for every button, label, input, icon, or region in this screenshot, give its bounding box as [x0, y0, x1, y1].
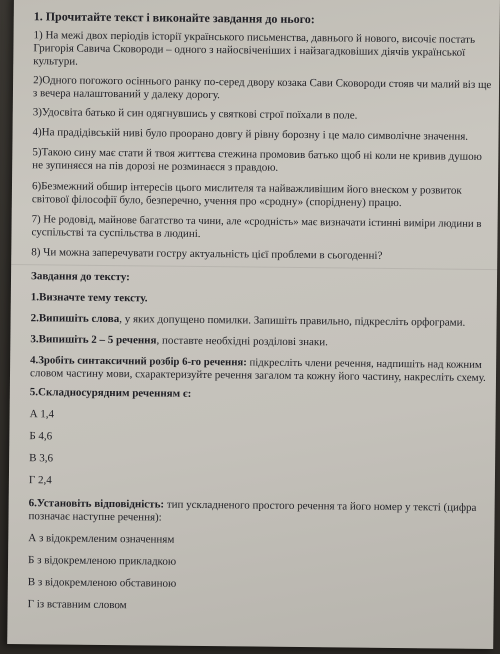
- paragraph-7-line-1: 7) Не родовід, майнове багатство та чини, але «сродність» має визначати істинні виміри людини в: [31, 213, 482, 230]
- task-3-text: , поставте необхідні розділові знаки.: [156, 334, 328, 349]
- task-2-text: , у яких допущено помилки. Запишіть правильно, підкресліть орфограми.: [119, 313, 466, 329]
- task-4-line-2: словом частину мови, схарактеризуйте речення загалом та кожну його частину, накресліть схему.: [29, 367, 486, 384]
- option-6-a: А з відокремленим означенням: [28, 532, 175, 546]
- option-6-d: Г із вставним словом: [27, 598, 127, 612]
- option-6-b: Б з відокремленою прикладкою: [28, 554, 177, 568]
- option-5-a: А 1,4: [29, 408, 55, 421]
- worksheet-page: [7, 0, 500, 649]
- task-5: 5.Складносурядним реченням є:: [29, 386, 192, 400]
- paragraph-4: 4)На прадідівській ниві було проорано довгу й рівну борозну і це мало символічне значення.: [32, 126, 469, 143]
- paragraph-2-line-1: 2)Одного погожого осіннього ранку по-серед двору козака Сави Сковороди стояв чи малий віз ще: [33, 74, 492, 92]
- option-5-b: Б 4,6: [29, 430, 53, 443]
- page-title: 1. Прочитайте текст і виконайте завдання до нього:: [33, 9, 315, 27]
- paragraph-6-line-1: 6)Безмежний обшир інтересів цього мислителя та найважливішим його внеском у розвиток: [31, 180, 462, 197]
- paragraph-7-line-2: суспільстві та суспільства в людині.: [31, 226, 201, 240]
- tasks-heading: Завдання до тексту:: [30, 270, 130, 284]
- task-4-text: підкресліть члени речення, надпишіть над кожним: [246, 356, 482, 371]
- paragraph-5-line-1: 5)Такою сину має стати й твоя життєва стежина промовив батько щоб ні коли не кривив душою: [32, 146, 482, 163]
- paragraph-1-line-3: культури.: [33, 55, 78, 68]
- option-6-c: В з відокремленою обставиною: [27, 576, 177, 590]
- task-6-text: тип ускладненого простого речення та його номер у тексті (цифра: [164, 498, 477, 514]
- paragraph-2-line-2: з вечера налаштований у далеку дорогу.: [32, 87, 220, 102]
- task-3-lead: 3.Випишіть 2 – 5 речення: [30, 333, 157, 347]
- task-2-lead: 2.Випишіть слова: [30, 312, 120, 326]
- option-5-c: В 3,6: [29, 452, 54, 465]
- task-4-lead: 4.Зробіть синтаксичний розбір 6-го речення:: [30, 354, 247, 369]
- paragraph-5-line-2: не зупиняєся на пів дорозі не розминаєся з правдою.: [32, 159, 279, 174]
- paragraph-3: 3)Удосвіта батько й син одягнувшись у святкові строї поїхали в поле.: [32, 106, 358, 122]
- task-6-line-2: позначає наступне речення):: [28, 510, 162, 524]
- paragraph-6-line-2: світової філософії було, безперечно, учення про «сродну» (споріднену) працю.: [31, 193, 402, 210]
- paragraph-1-line-1: 1) На межі двох періодів історії українського письменства, давнього й нового, височіє постать: [33, 29, 476, 46]
- paragraph-8: 8) Чи можна заперечувати гостру актуальність цієї проблеми в сьогоденні?: [31, 246, 383, 262]
- paragraph-1-line-2: Григорія Савича Сковороди – одного з найосвіченіших і найзагадковіших діячів української: [33, 42, 466, 59]
- paper-fold: [11, 264, 497, 270]
- task-3: [30, 333, 488, 351]
- task-1: 1.Визначте тему тексту.: [30, 291, 148, 305]
- task-2: [31, 312, 489, 330]
- option-5-d: Г 2,4: [28, 474, 52, 487]
- task-6-lead: 6.Установіть відповідність:: [28, 497, 165, 511]
